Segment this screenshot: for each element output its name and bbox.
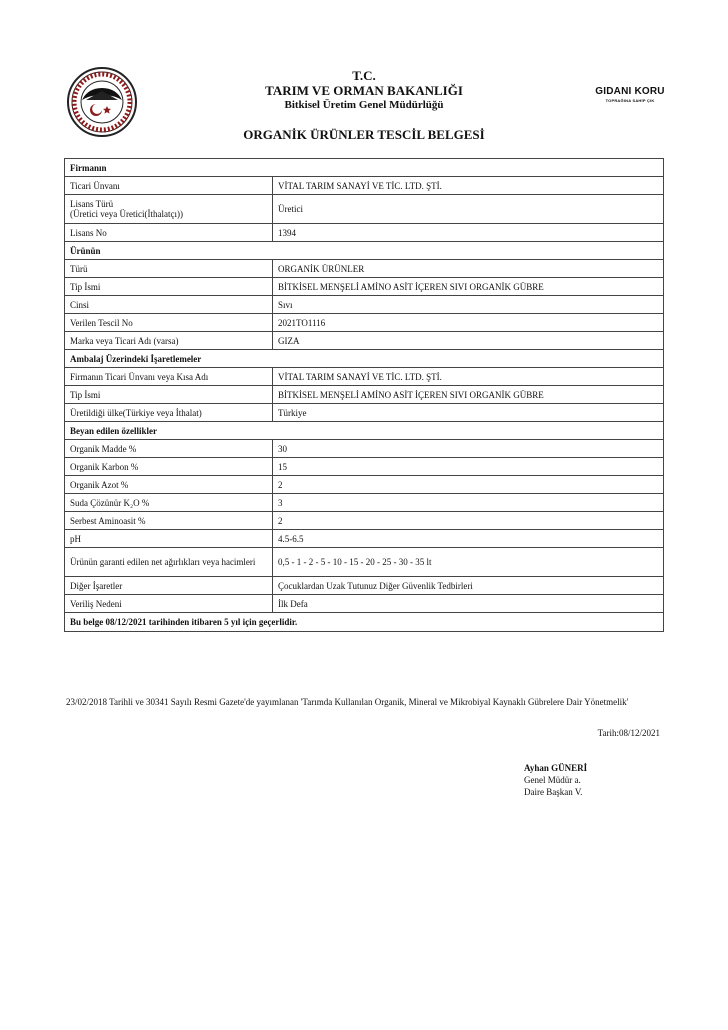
table-row	[65, 458, 664, 476]
table-row	[65, 595, 664, 613]
row-value: 4.5-6.5	[273, 530, 664, 548]
validity-note: Bu belge 08/12/2021 tarihinden itibaren 5 yıl için geçerlidir.	[65, 613, 664, 632]
section-declared	[65, 422, 664, 440]
signatory-title: Daire Başkan V.	[524, 787, 583, 797]
table-row	[65, 278, 664, 296]
row-label: Cinsi	[65, 296, 273, 314]
row-value: 1394	[273, 224, 664, 242]
table-row	[65, 476, 664, 494]
table-row	[65, 577, 664, 595]
logo-sub-text: TOPRAĞINA SAHİP ÇIK	[605, 98, 655, 103]
row-value: 2	[273, 476, 664, 494]
row-label: Organik Karbon %	[65, 458, 273, 476]
row-value: VİTAL TARIM SANAYİ VE TİC. LTD. ŞTİ.	[273, 177, 664, 195]
row-label-line: Lisans Türü	[70, 199, 114, 209]
document-header	[200, 68, 528, 113]
row-value: Türkiye	[273, 404, 664, 422]
table-row	[65, 386, 664, 404]
row-value: Sıvı	[273, 296, 664, 314]
table-row	[65, 296, 664, 314]
document-title: ORGANİK ÜRÜNLER TESCİL BELGESİ	[243, 127, 485, 142]
row-label: Firmanın Ticari Ünvanı veya Kısa Adı	[65, 368, 273, 386]
regulation-footnote: 23/02/2018 Tarihli ve 30341 Sayılı Resmi Gazete'de yayımlanan 'Tarımda Kullanılan Organik, Mineral ve Mikrobiyal Kaynaklı Gübrelere Dair Yönetmelik'	[66, 697, 629, 707]
row-value: 2	[273, 512, 664, 530]
row-label: Veriliş Nedeni	[65, 595, 273, 613]
issue-date: Tarih:08/12/2021	[597, 728, 660, 738]
row-value: GIZA	[273, 332, 664, 350]
section-packaging	[65, 350, 664, 368]
row-label: Diğer İşaretler	[65, 577, 273, 595]
table-row	[65, 195, 664, 224]
row-value: 30	[273, 440, 664, 458]
row-label: Verilen Tescil No	[65, 314, 273, 332]
section-product	[65, 242, 664, 260]
registration-table	[64, 158, 664, 632]
table-row	[65, 512, 664, 530]
row-label: Ticari Ünvanı	[65, 177, 273, 195]
table-row	[65, 177, 664, 195]
table-row	[65, 440, 664, 458]
table-row	[65, 224, 664, 242]
row-value: 0,5 - 1 - 2 - 5 - 10 - 15 - 20 - 25 - 30 - 35 lt	[273, 548, 664, 577]
row-label: Tip İsmi	[65, 278, 273, 296]
header-department: Bitkisel Üretim Genel Müdürlüğü	[284, 99, 444, 111]
row-label: Organik Madde %	[65, 440, 273, 458]
section-heading: Firmanın	[65, 159, 664, 177]
row-label: Marka veya Ticari Adı (varsa)	[65, 332, 273, 350]
row-value: Üretici	[273, 195, 664, 224]
section-heading: Ambalaj Üzerindeki İşaretlemeler	[65, 350, 664, 368]
row-label: pH	[65, 530, 273, 548]
row-label: Lisans No	[65, 224, 273, 242]
table-row	[65, 494, 664, 512]
row-value: BİTKİSEL MENŞELİ AMİNO ASİT İÇEREN SIVI ORGANİK GÜBRE	[273, 386, 664, 404]
table-row	[65, 548, 664, 577]
header-tc: T.C.	[352, 68, 376, 83]
row-value: VİTAL TARIM SANAYİ VE TİC. LTD. ŞTİ.	[273, 368, 664, 386]
signatory-title: Genel Müdür a.	[524, 775, 581, 785]
row-label	[65, 195, 273, 224]
row-label: Organik Azot %	[65, 476, 273, 494]
table-row	[65, 530, 664, 548]
logo-main-text: GIDANI KORU	[595, 86, 665, 97]
signature-block	[524, 762, 587, 798]
row-label: Tip İsmi	[65, 386, 273, 404]
row-value: 2021TO1116	[273, 314, 664, 332]
section-heading: Beyan edilen özellikler	[65, 422, 664, 440]
section-heading: Ürünün	[65, 242, 664, 260]
row-value: ORGANİK ÜRÜNLER	[273, 260, 664, 278]
row-label: Suda Çözünür K₂O %	[65, 494, 273, 512]
row-label: Üretildiği ülke(Türkiye veya İthalat)	[65, 404, 273, 422]
table-row	[65, 404, 664, 422]
signatory-name: Ayhan GÜNERİ	[524, 763, 588, 773]
row-value: 15	[273, 458, 664, 476]
row-label: Türü	[65, 260, 273, 278]
validity-row	[65, 613, 664, 632]
row-value: 3	[273, 494, 664, 512]
table-row	[65, 314, 664, 332]
row-label-line: (Üretici veya Üretici(İthalatçı))	[70, 209, 183, 219]
header-ministry: TARIM VE ORMAN BAKANLIĞI	[265, 83, 463, 98]
table-row	[65, 260, 664, 278]
row-value: Çocuklardan Uzak Tutunuz Diğer Güvenlik Tedbirleri	[273, 577, 664, 595]
row-value: BİTKİSEL MENŞELİ AMİNO ASİT İÇEREN SIVI ORGANİK GÜBRE	[273, 278, 664, 296]
row-label: Serbest Aminoasit %	[65, 512, 273, 530]
row-value: İlk Defa	[273, 595, 664, 613]
table-row	[65, 368, 664, 386]
table-row	[65, 332, 664, 350]
row-label: Ürünün garanti edilen net ağırlıkları veya hacimleri	[65, 548, 273, 577]
gidani-koru-logo	[590, 86, 670, 103]
section-firm	[65, 159, 664, 177]
